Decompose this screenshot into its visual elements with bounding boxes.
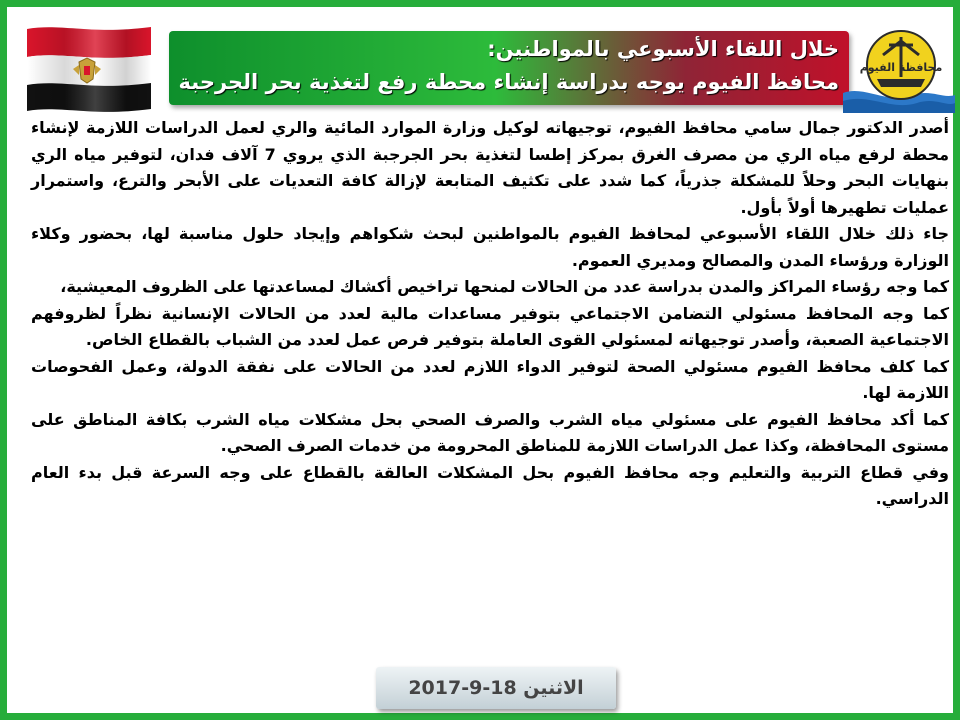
- date-badge: الاثنين 18-9-2017: [376, 667, 616, 709]
- logo-text: محافظة الفيوم: [859, 61, 943, 74]
- paragraph: أصدر الدكتور جمال سامي محافظ الفيوم، توجيهاته لوكيل وزارة الموارد المائية والري لعمل الدراسات اللازمة لإنشاء محطة لرفع مياه الري من مصرف الغرق بمركز إطسا لتغذية بحر الجرجبة الذي يروي 7 آلاف فدان، لتوفير مياه الري بنهايات البحر وحلاً للمشكلة جذرياً، كما شدد على تكثيف المتابعة لإزالة كافة التعديات على الأبحر والترع، واستمرار عمليات تطهيرها أولاً بأول.: [31, 118, 950, 217]
- paragraph: كما كلف محافظ الفيوم مسئولي الصحة لتوفير الدواء اللازم لعدد من الحالات على نفقة الدولة، وعمل الفحوصات اللازمة لها.: [31, 356, 949, 402]
- paragraph: كما أكد محافظ الفيوم على مسئولي مياه الشرب والصرف الصحي بحل مشكلات مياه الشرب بكافة المناطق على مستوى المحافظة، وكذا عمل الدراسات اللازمة للمناطق المحرومة من خدمات الصرف الصحي.: [31, 409, 949, 455]
- article-body: [31, 115, 949, 513]
- paragraph: كما وجه المحافظ مسئولي التضامن الاجتماعي بتوفير مساعدات مالية لعدد من الحالات الإنسانية نظراً لظروفهم الاجتماعية الصعبة، وأصدر توجيهاته لمسئولي القوى العاملة بتوفير فرص عمل لعدد من الشباب بالقطاع الخاص.: [31, 303, 949, 349]
- paragraph: وفي قطاع التربية والتعليم وجه محافظ الفيوم بحل المشكلات العالقة بالقطاع على وجه السرعة قبل بدء العام الدراسي.: [31, 462, 949, 508]
- paragraph: جاء ذلك خلال اللقاء الأسبوعي لمحافظ الفيوم بالمواطنين لبحث شكواهم وإيجاد حلول مناسبة لها، بحضور وكلاء الوزارة ورؤساء المدن والمصالح ومديري العموم.: [31, 224, 949, 270]
- paragraph: كما وجه رؤساء المراكز والمدن بدراسة عدد من الحالات لمنحها تراخيص أكشاك لمساعدتها على الظروف المعيشية،: [60, 277, 949, 296]
- headline-banner: [169, 31, 849, 105]
- fayoum-governorate-logo-icon: [843, 21, 955, 113]
- headline-line-2: محافظ الفيوم يوجه بدراسة إنشاء محطة رفع لتغذية بحر الجرجبة: [178, 70, 839, 94]
- egypt-flag-icon: [21, 21, 157, 113]
- headline-line-1: خلال اللقاء الأسبوعي بالمواطنين:: [487, 37, 839, 61]
